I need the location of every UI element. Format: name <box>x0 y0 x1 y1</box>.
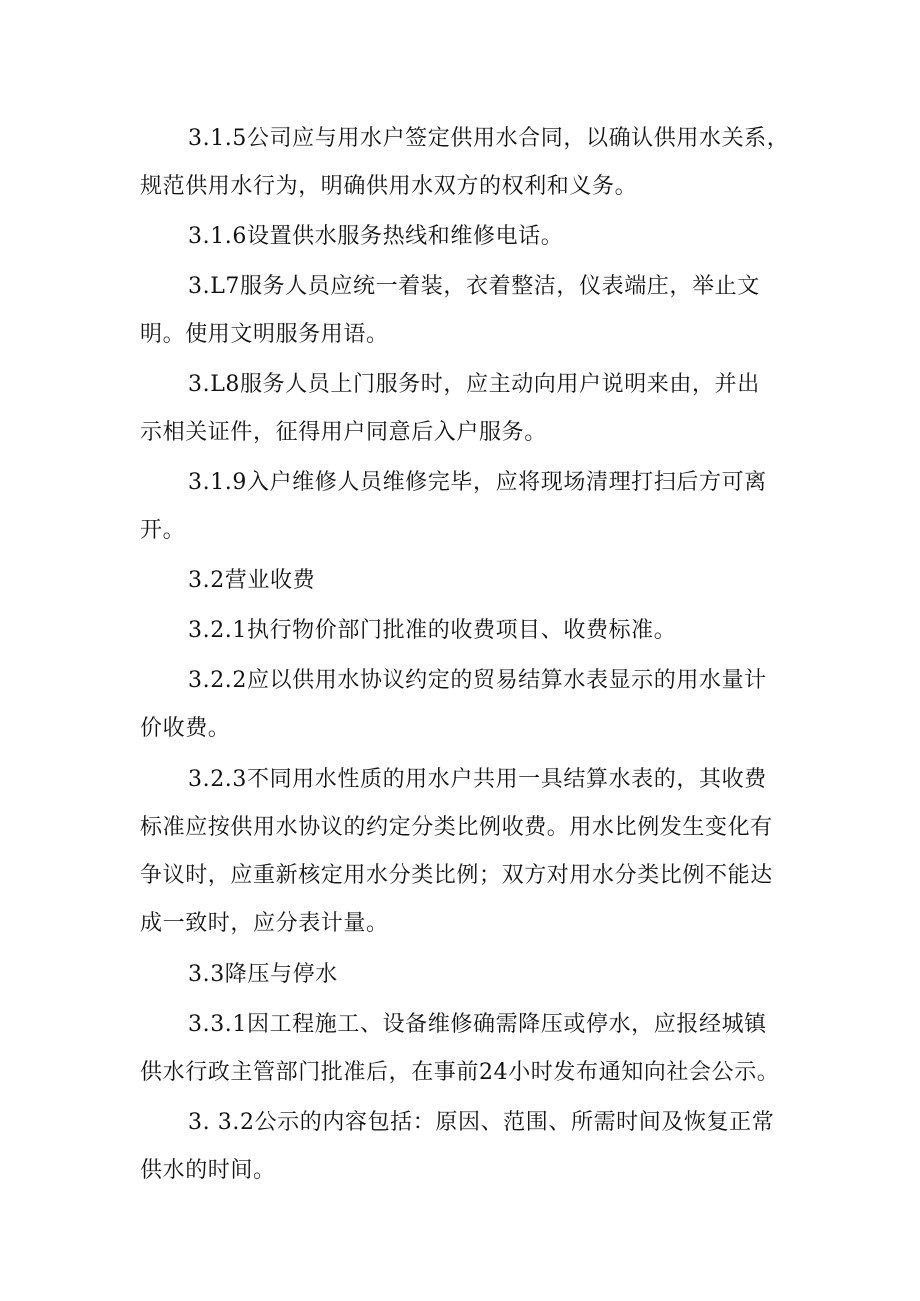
section-heading-3-2 <box>140 557 780 605</box>
paragraph-3-2-1 <box>140 607 780 655</box>
text-line: 3.1.6设置供水服务热线和维修电话。 <box>188 224 564 249</box>
text-line: 3.2.1执行物价部门批准的收费项目、收费标准。 <box>188 618 677 643</box>
text-line: 3.L7服务人员应统一着装，衣着整洁，仪表端庄，举止文 <box>188 274 760 299</box>
text-line: 成一致时，应分表计量。 <box>140 911 389 936</box>
section-heading-3-3 <box>140 951 780 999</box>
paragraph-3-1-7 <box>140 263 780 359</box>
text-line: 明。使用文明服务用语。 <box>140 322 389 347</box>
text-line: 3.1.9入户维修人员维修完毕，应将现场清理打扫后方可离 <box>188 470 767 495</box>
text-line: 3. 3.2公示的内容包括：原因、范围、所需时间及恢复正常 <box>188 1110 775 1135</box>
paragraph-3-3-2 <box>140 1099 780 1195</box>
text-line: 供水行政主管部门批准后，在事前24小时发布通知向社会公示。 <box>140 1060 780 1085</box>
paragraph-3-1-6 <box>140 213 780 261</box>
text-line: 争议时，应重新核定用水分类比例；双方对用水分类比例不能达 <box>140 863 773 888</box>
text-line: 价收费。 <box>140 716 231 741</box>
text-line: 开。 <box>140 518 186 543</box>
text-line: 规范供用水行为，明确供用水双方的权利和义务。 <box>140 174 638 199</box>
paragraph-3-3-1 <box>140 1001 780 1097</box>
paragraph-3-1-9 <box>140 459 780 555</box>
text-line: 供水的时间。 <box>140 1158 276 1183</box>
heading-text: 3.2营业收费 <box>188 568 316 593</box>
paragraph-3-2-3 <box>140 756 780 948</box>
text-line: 3.2.2应以供用水协议约定的贸易结算水表显示的用水量计 <box>188 668 767 693</box>
text-line: 标准应按供用水协议的约定分类比例收费。用水比例发生变化有 <box>140 815 773 840</box>
text-line: 3.3.1因工程施工、设备维修确需降压或停水，应报经城镇 <box>188 1012 767 1037</box>
text-line: 3.1.5公司应与用水户签定供用水合同，以确认供用水关系， <box>188 126 790 151</box>
paragraph-3-2-2 <box>140 657 780 753</box>
text-line: 3.2.3不同用水性质的用水户共用一具结算水表的，其收费 <box>188 767 767 792</box>
paragraph-3-1-5 <box>140 115 790 211</box>
text-line: 示相关证件，征得用户同意后入户服务。 <box>140 420 547 445</box>
text-line: 3.L8服务人员上门服务时，应主动向用户说明来由，并出 <box>188 372 760 397</box>
heading-text: 3.3降压与停水 <box>188 962 338 987</box>
paragraph-3-1-8 <box>140 361 780 457</box>
